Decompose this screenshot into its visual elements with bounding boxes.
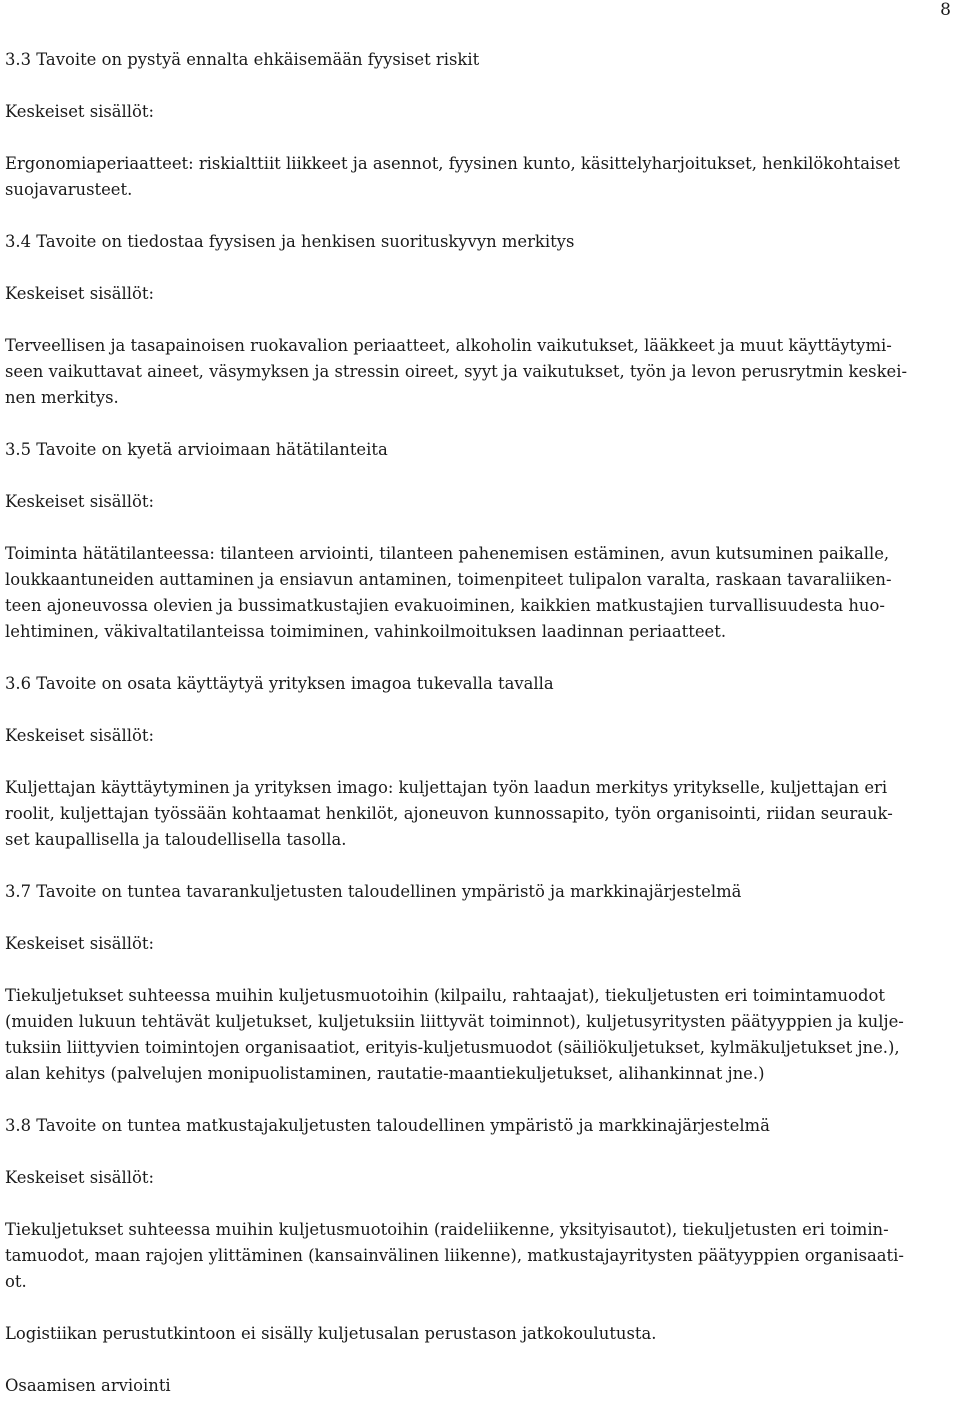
paragraph-line: loukkaantuneiden auttaminen ja ensiavun antaminen, toimenpiteet tulipalon varalta, raskaan tavaraliiken- <box>5 570 892 589</box>
section-3-4 <box>5 229 959 411</box>
section-paragraph <box>5 775 959 853</box>
paragraph-line: tuksiin liittyvien toimintojen organisaatiot, erityis-kuljetusmuodot (säiliökuljetukset, kylmäkuljetukset jne.), <box>5 1038 900 1057</box>
paragraph-line: Tiekuljetukset suhteessa muihin kuljetusmuotoihin (kilpailu, rahtaajat), tiekuljetusten eri toimintamuodot <box>5 986 885 1005</box>
paragraph-line: ot. <box>5 1272 27 1291</box>
section-paragraph <box>5 983 959 1087</box>
key-contents-label: Keskeiset sisällöt: <box>5 102 154 121</box>
key-contents-label: Keskeiset sisällöt: <box>5 934 154 953</box>
section-heading: 3.8 Tavoite on tuntea matkustajakuljetusten taloudellinen ympäristö ja markkinajärjestelmä <box>5 1116 770 1135</box>
closing-note: Logistiikan perustutkintoon ei sisälly kuljetusalan perustason jatkokoulutusta. <box>5 1324 657 1343</box>
section-paragraph <box>5 541 959 645</box>
section-3-7 <box>5 879 959 1087</box>
section-paragraph <box>5 333 959 411</box>
paragraph-line: alan kehitys (palvelujen monipuolistaminen, rautatie-maantiekuljetukset, alihankinnat jne.) <box>5 1064 765 1083</box>
next-section-heading: Osaamisen arviointi <box>5 1376 171 1395</box>
section-heading: 3.7 Tavoite on tuntea tavarankuljetusten taloudellinen ympäristö ja markkinajärjestelmä <box>5 882 742 901</box>
paragraph-line: Kuljettajan käyttäytyminen ja yrityksen imago: kuljettajan työn laadun merkitys yritykselle, kuljettajan eri <box>5 778 888 797</box>
section-heading: 3.6 Tavoite on osata käyttäytyä yrityksen imagoa tukevalla tavalla <box>5 674 554 693</box>
section-paragraph <box>5 1217 959 1295</box>
section-heading: 3.5 Tavoite on kyetä arvioimaan hätätilanteita <box>5 440 388 459</box>
paragraph-line: Toiminta hätätilanteessa: tilanteen arviointi, tilanteen pahenemisen estäminen, avun kutsuminen paikalle, <box>5 544 890 563</box>
paragraph-line: suojavarusteet. <box>5 180 133 199</box>
key-contents-label: Keskeiset sisällöt: <box>5 726 154 745</box>
key-contents-label: Keskeiset sisällöt: <box>5 284 154 303</box>
paragraph-line: teen ajoneuvossa olevien ja bussimatkustajien evakuoiminen, kaikkien matkustajien turvallisuudesta huo- <box>5 596 885 615</box>
paragraph-line: Tiekuljetukset suhteessa muihin kuljetusmuotoihin (raideliikenne, yksityisautot), tiekuljetusten eri toimin- <box>5 1220 889 1239</box>
paragraph-line: tamuodot, maan rajojen ylittäminen (kansainvälinen liikenne), matkustajayritysten päätyyppien organisaati- <box>5 1246 904 1265</box>
key-contents-label: Keskeiset sisällöt: <box>5 1168 154 1187</box>
section-3-6 <box>5 671 959 853</box>
paragraph-line: nen merkitys. <box>5 388 119 407</box>
paragraph-line: roolit, kuljettajan työssään kohtaamat henkilöt, ajoneuvon kunnossapito, työn organisointi, riidan seurauk- <box>5 804 893 823</box>
paragraph-line: seen vaikuttavat aineet, väsymyksen ja stressin oireet, syyt ja vaikutukset, työn ja levon perusrytmin keskei- <box>5 362 907 381</box>
section-paragraph <box>5 151 959 203</box>
paragraph-line: (muiden lukuun tehtävät kuljetukset, kuljetuksiin liittyvät toiminnot), kuljetusyritysten päätyyppien ja kulje- <box>5 1012 904 1031</box>
paragraph-line: lehtiminen, väkivaltatilanteissa toimiminen, vahinkoilmoituksen laadinnan periaatteet. <box>5 622 727 641</box>
page-number: 8 <box>940 0 951 20</box>
section-3-3 <box>5 47 959 203</box>
section-3-8 <box>5 1113 959 1295</box>
paragraph-line: Terveellisen ja tasapainoisen ruokavalion periaatteet, alkoholin vaikutukset, lääkkeet ja muut käyttäytymi- <box>5 336 892 355</box>
section-heading: 3.3 Tavoite on pystyä ennalta ehkäisemään fyysiset riskit <box>5 50 480 69</box>
section-3-5 <box>5 437 959 645</box>
paragraph-line: Ergonomiaperiaatteet: riskialttiit liikkeet ja asennot, fyysinen kunto, käsittelyharjoitukset, henkilökohtaiset <box>5 154 900 173</box>
section-heading: 3.4 Tavoite on tiedostaa fyysisen ja henkisen suorituskyvyn merkitys <box>5 232 575 251</box>
key-contents-label: Keskeiset sisällöt: <box>5 492 154 511</box>
document-content <box>5 47 959 1425</box>
paragraph-line: set kaupallisella ja taloudellisella tasolla. <box>5 830 347 849</box>
